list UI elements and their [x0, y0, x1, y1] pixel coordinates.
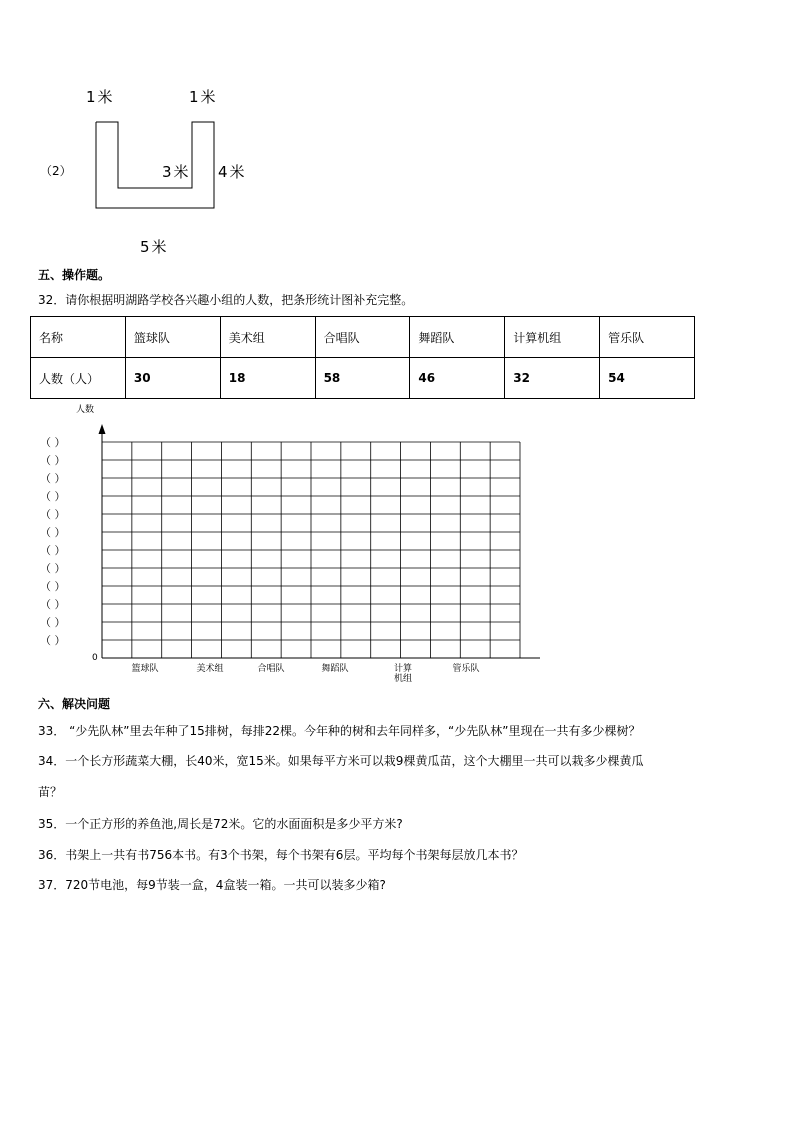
table-header-row	[31, 317, 695, 358]
chart-y-axis-label: 人数	[76, 405, 95, 415]
question-34: 34．一个长方形蔬菜大棚，长40米，宽15米。如果每平方米可以栽9棵黄瓜苗，这个大棚里一共可以栽多少棵黄瓜	[38, 754, 644, 768]
chart-y-tick-placeholder: （ ）	[40, 490, 66, 503]
figure-inner-label: 3米	[162, 163, 191, 181]
chart-category-label: 管乐队	[452, 664, 480, 674]
section-six-title: 六、解决问题	[38, 697, 111, 711]
chart-y-tick-placeholder: （ ）	[40, 616, 66, 629]
chart-y-tick-placeholder: （ ）	[40, 598, 66, 611]
chart-category-label: 舞蹈队	[321, 664, 349, 674]
u-shape-outline	[96, 122, 214, 208]
table-row-label: 人数（人）	[31, 358, 126, 399]
table-header-label: 名称	[31, 317, 126, 358]
chart-y-tick-placeholder: （ ）	[40, 562, 66, 575]
chart-y-tick-placeholder: （ ）	[40, 634, 66, 647]
question-32: 32．请你根据明湖路学校各兴趣小组的人数，把条形统计图补充完整。	[38, 293, 414, 307]
table-group-name: 管乐队	[600, 317, 695, 358]
chart-y-tick-placeholder: （ ）	[40, 472, 66, 485]
figure-top-right-label: 1米	[189, 88, 218, 106]
question-33: 33． “少先队林”里去年种了15排树，每排22棵。今年种的树和去年同样多，“少先队林”里现在一共有多少棵树？	[38, 724, 641, 738]
chart-y-tick-placeholder: （ ）	[40, 454, 66, 467]
chart-category-label: 美术组	[196, 664, 224, 674]
chart-y-axis-arrow	[99, 424, 106, 434]
chart-y-tick-placeholder: （ ）	[40, 508, 66, 521]
figure-top-left-label: 1米	[86, 88, 115, 106]
table-group-name: 计算机组	[505, 317, 600, 358]
table-count: 54	[600, 358, 695, 399]
chart-category-label: 计算 机组	[393, 664, 412, 684]
chart-y-tick-placeholder: （ ）	[40, 544, 66, 557]
figure-bottom-label: 5米	[140, 238, 169, 256]
question-37: 37．720节电池，每9节装一盒，4盒装一箱。一共可以装多少箱?	[38, 878, 386, 892]
chart-category-label: 篮球队	[131, 664, 159, 674]
table-count: 58	[315, 358, 410, 399]
question-36: 36．书架上一共有书756本书。有3个书架，每个书架有6层。平均每个书架每层放几本书？	[38, 848, 524, 862]
u-shape-figure	[90, 118, 220, 214]
figure-right-label: 4米	[218, 163, 247, 181]
table-group-name: 舞蹈队	[410, 317, 505, 358]
table-group-name: 合唱队	[315, 317, 410, 358]
chart-y-tick-placeholder: （ ）	[40, 580, 66, 593]
question-34-continued: 苗？	[38, 785, 63, 799]
section-five-title: 五、操作题。	[38, 268, 111, 282]
chart-category-label: 合唱队	[257, 664, 285, 674]
chart-y-tick-placeholder: （ ）	[40, 436, 66, 449]
table-count: 32	[505, 358, 600, 399]
figure-item-number: （2）	[40, 164, 72, 178]
table-count-row	[31, 358, 695, 399]
table-count: 30	[125, 358, 220, 399]
chart-y-tick-placeholder: （ ）	[40, 526, 66, 539]
chart-origin-label: 0	[92, 653, 98, 663]
table-count: 18	[220, 358, 315, 399]
question-35: 35．一个正方形的养鱼池,周长是72米。它的水面面积是多少平方米?	[38, 817, 403, 831]
table-group-name: 美术组	[220, 317, 315, 358]
table-count: 46	[410, 358, 505, 399]
interest-group-table	[30, 316, 695, 399]
table-group-name: 篮球队	[125, 317, 220, 358]
